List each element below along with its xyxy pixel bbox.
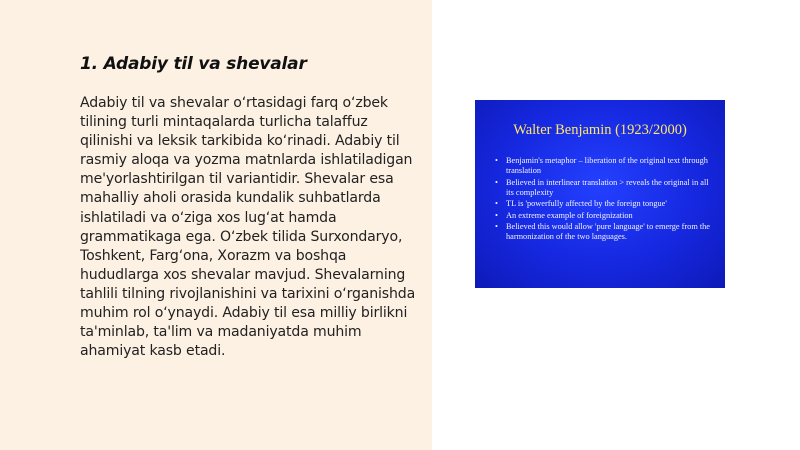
slide-bullet: • Believed this would allow 'pure language' to emerge from the harmonization of the two languages. bbox=[495, 222, 717, 242]
slide-bullet: • Benjamin's metaphor – liberation of the original text through translation bbox=[495, 156, 717, 176]
slide-bullet: • An extreme example of foreignization bbox=[495, 211, 717, 221]
slide-bullet: • TL is 'powerfully affected by the foreign tongue' bbox=[495, 199, 717, 209]
slide-bullet-list bbox=[495, 156, 717, 244]
slide-bullet: • Believed in interlinear translation > reveals the original in all its complexity bbox=[495, 178, 717, 198]
slide-title: Walter Benjamin (1923/2000) bbox=[513, 122, 687, 138]
slide-image bbox=[475, 100, 725, 288]
section-heading: 1. Adabiy til va shevalar bbox=[80, 54, 307, 74]
section-paragraph: Adabiy til va shevalar o‘rtasidagi farq o‘zbek tilining turli mintaqalarda turlicha talaffuz qilinishi va leksik tarkibida ko‘rinadi. Adabiy til rasmiy aloqa va yozma matnlarda ishlatiladigan me'yorlashtirilgan til variantidir. Shevalar esa mahalliy aholi orasida kundalik suhbatlarda ishlatiladi va o‘ziga xos lug‘at hamda grammatikaga ega. O‘zbek tilida Surxondaryo, Toshkent, Farg‘ona, Xorazm va boshqa hududlarga xos shevalar mavjud. Shevalarning tahlili tilning rivojlanishini va tarixini o‘rganishda muhim rol o‘ynaydi. Adabiy til esa milliy birlikni ta'minlab, ta'lim va madaniyatda muhim ahamiyat kasb etadi. bbox=[80, 95, 416, 360]
